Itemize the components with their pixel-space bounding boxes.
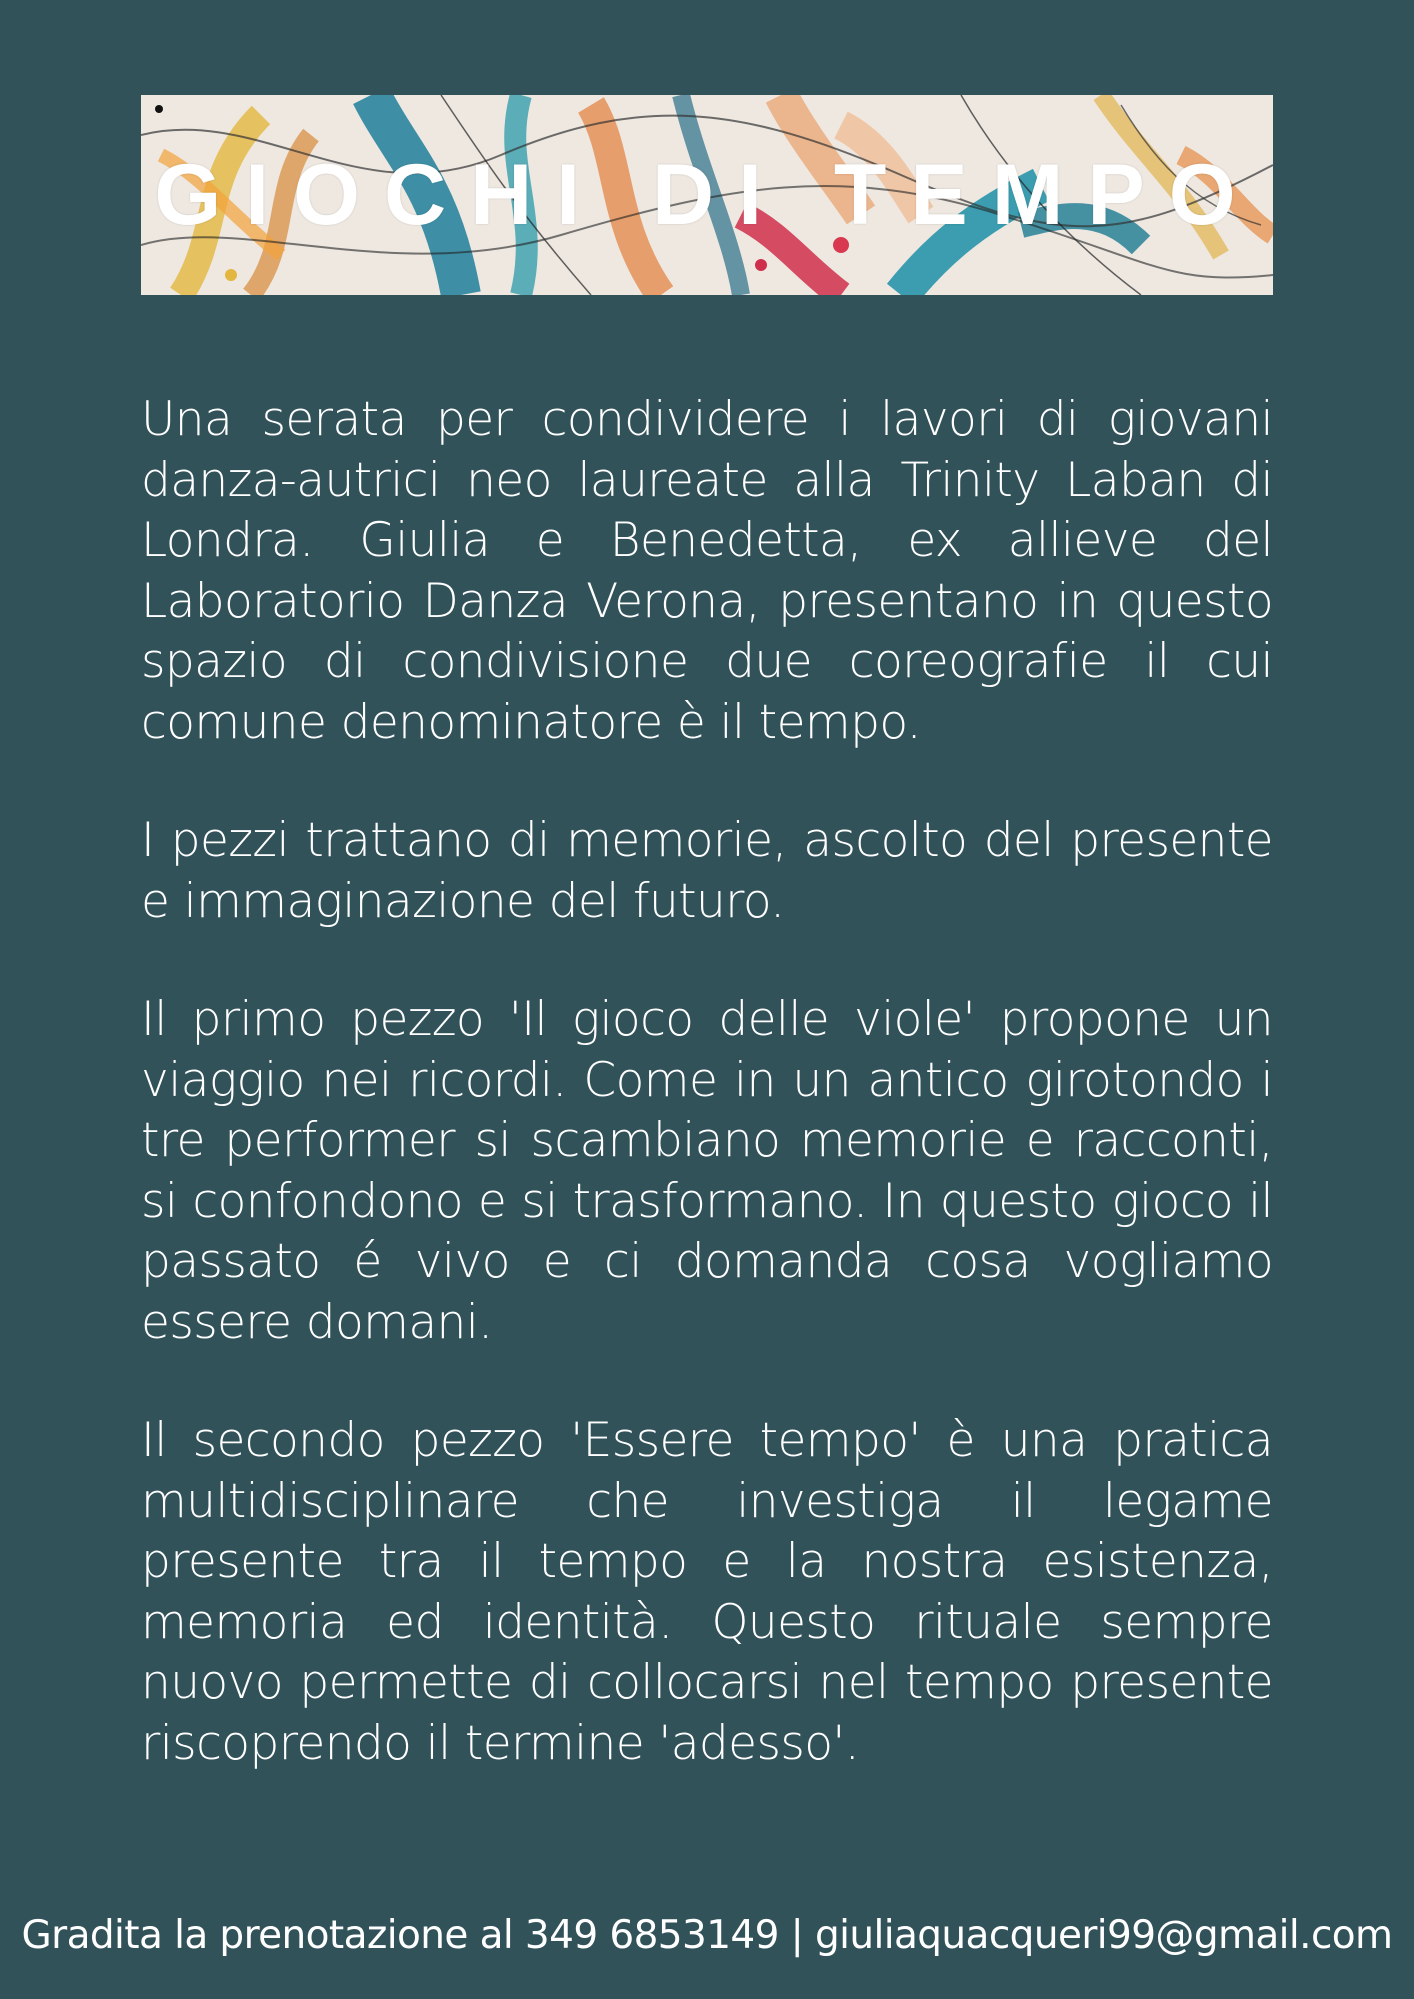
booking-contact: Gradita la prenotazione al 349 6853149 | giuliaquacqueri99@gmail.com xyxy=(21,1913,1393,1958)
event-description xyxy=(141,390,1273,1832)
paragraph-themes: I pezzi trattano di memorie, ascolto del presente e immaginazione del futuro. xyxy=(141,813,1273,929)
paragraph-intro: Una serata per condividere i lavori di giovani danza-autrici neo laureate alla Trinity Laban di Londra. Giulia e Benedetta, ex allieve del Laboratorio Danza Verona, presentano in questo spazio di condivisione due coreografie il cui comune denominatore è il tempo. xyxy=(141,392,1273,750)
page-title: GIOCHI DI TEMPO xyxy=(154,146,1260,243)
paragraph-first-piece: Il primo pezzo 'Il gioco delle viole' propone un viaggio nei ricordi. Come in un antico girotondo i tre performer si scambiano memorie e racconti, si confondono e si trasformano. In questo gioco il passato é vivo e ci domanda cosa vogliamo essere domani. xyxy=(141,992,1273,1350)
header-banner xyxy=(141,95,1273,295)
paragraph-second-piece: Il secondo pezzo 'Essere tempo' è una pratica multidisciplinare che investiga il legame presente tra il tempo e la nostra esistenza, memoria ed identità. Questo rituale sempre nuovo permette di collocarsi nel tempo presente riscoprendo il termine 'adesso'. xyxy=(141,1413,1273,1771)
